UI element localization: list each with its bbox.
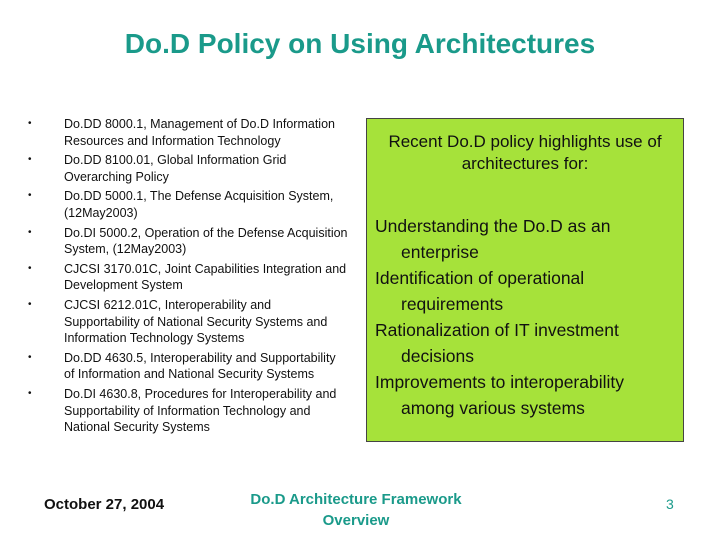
policy-list xyxy=(28,116,348,439)
footer-title-line1: Do.D Architecture Framework xyxy=(250,491,462,508)
bullet-icon: • xyxy=(28,387,32,399)
list-item xyxy=(28,350,348,383)
policy-text: Do.DD 8100.01, Global Information Grid Overarching Policy xyxy=(64,153,287,184)
footer-title xyxy=(226,489,486,531)
list-item xyxy=(28,261,348,294)
policy-text: Do.DD 4630.5, Interoperability and Supportability of Information and National Security Systems xyxy=(64,350,336,382)
list-item xyxy=(28,297,348,347)
bullet-icon: • xyxy=(28,118,32,129)
bullet-icon: • xyxy=(28,351,32,363)
footer-title-line2: Overview xyxy=(322,512,390,529)
bullet-icon: • xyxy=(28,262,32,274)
highlight-item: Understanding the Do.D as an enterprise xyxy=(375,216,611,262)
page-number: 3 xyxy=(666,496,674,512)
highlight-box xyxy=(366,118,684,442)
bullet-icon: • xyxy=(28,190,32,202)
highlight-item: Rationalization of IT investment decisions xyxy=(375,320,619,366)
highlight-heading: Recent Do.D policy highlights use of architectures for: xyxy=(388,132,662,173)
policy-text: Do.DI 4630.8, Procedures for Interoperability and Supportability of Information Technology and National Security Systems xyxy=(64,386,337,435)
list-item xyxy=(28,225,348,258)
highlight-item: Improvements to interoperability among various systems xyxy=(375,372,624,418)
bullet-icon: • xyxy=(28,226,32,238)
footer-date: October 27, 2004 xyxy=(44,496,165,513)
page-title: Do.D Policy on Using Architectures xyxy=(124,28,596,59)
list-item xyxy=(28,386,348,436)
policy-text: Do.DD 8000.1, Management of Do.D Information Resources and Information Technology xyxy=(64,117,335,148)
bullet-icon: • xyxy=(28,298,32,310)
list-item xyxy=(28,188,348,221)
policy-text: CJCSI 3170.01C, Joint Capabilities Integration and Development System xyxy=(64,261,347,293)
highlight-item: Identification of operational requirements xyxy=(375,268,585,314)
list-item xyxy=(28,152,348,185)
bullet-icon: • xyxy=(28,154,32,166)
list-item xyxy=(28,116,348,149)
highlight-list xyxy=(375,213,681,421)
policy-text: CJCSI 6212.01C, Interoperability and Supportability of National Security Systems and Information Technology Systems xyxy=(64,297,328,346)
policy-text: Do.DI 5000.2, Operation of the Defense Acquisition System, (12May2003) xyxy=(64,225,348,257)
policy-text: Do.DD 5000.1, The Defense Acquisition System, (12May2003) xyxy=(64,189,334,220)
